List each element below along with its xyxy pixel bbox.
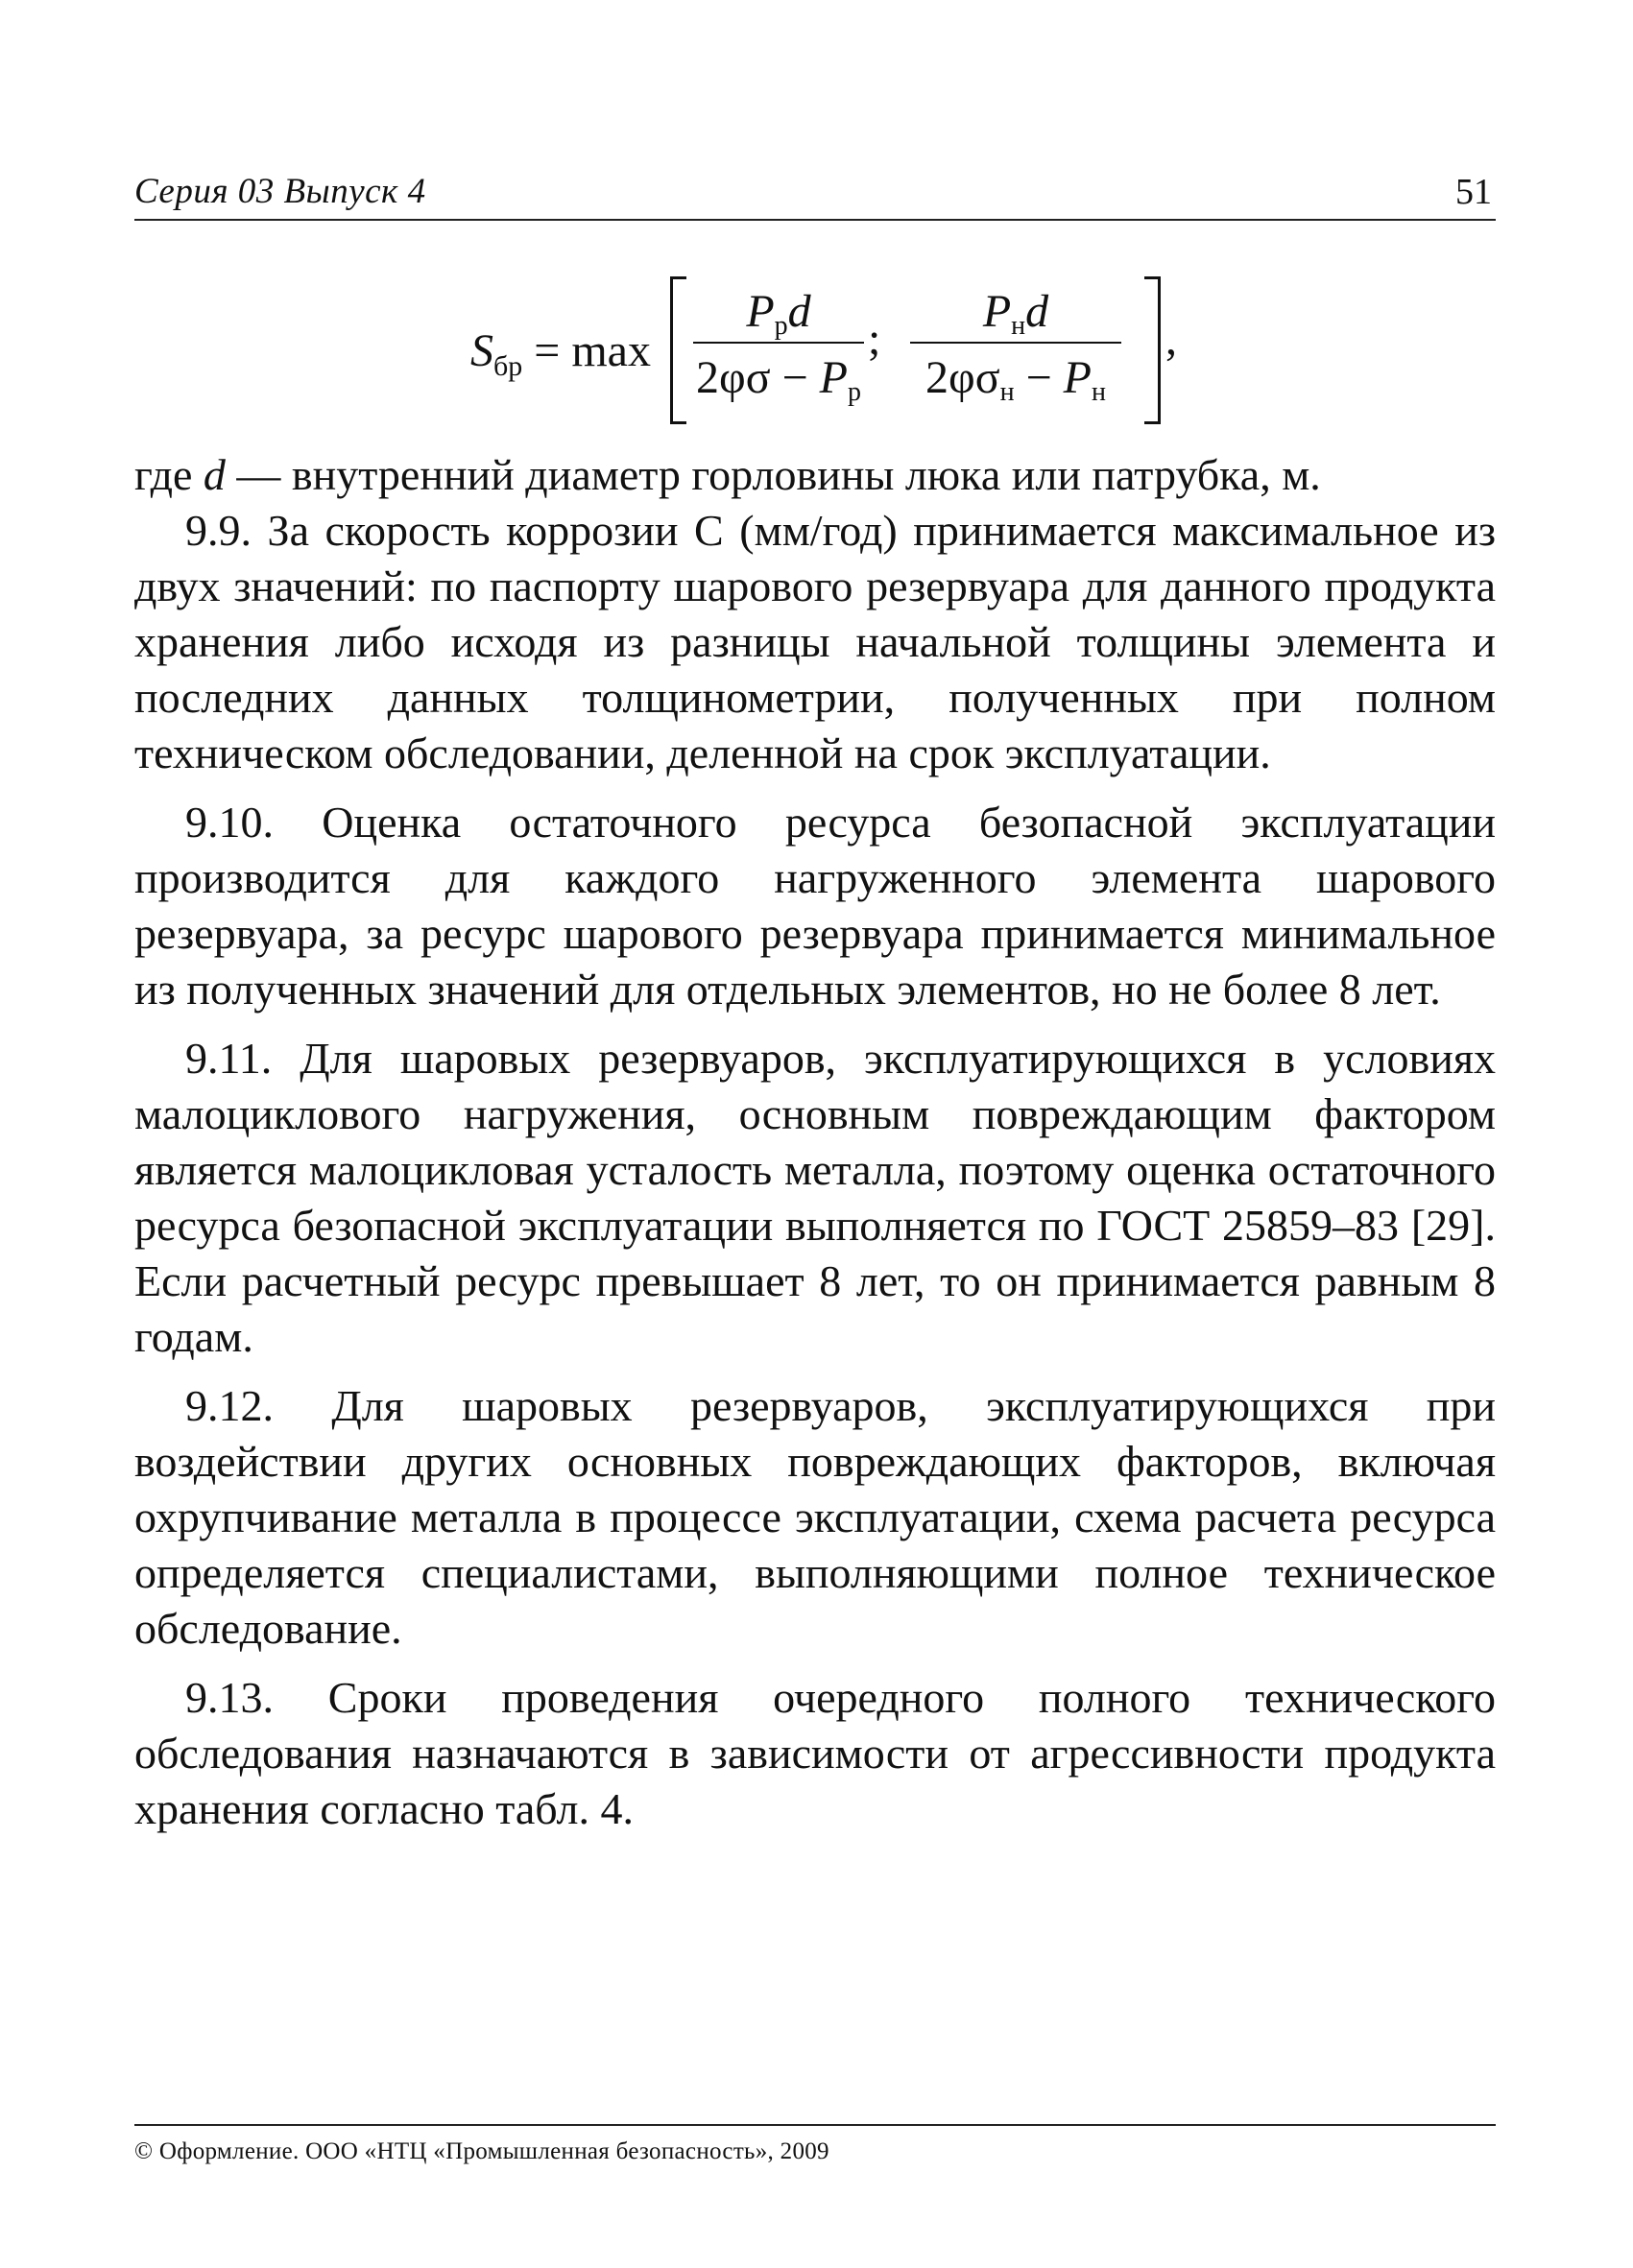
body-text xyxy=(134,447,1496,1837)
fraction-design-pressure xyxy=(693,282,864,407)
wall-thickness-formula xyxy=(470,269,1200,422)
left-bracket xyxy=(670,276,686,424)
paragraph-9-11: 9.11. Для шаровых резервуаров, эксплуатирующихся в условиях малоциклового нагружения, основным повреждающим фактором является малоцикловая усталость металла, поэтому оценка остаточного ресурса безопасной эксплуатации выполняется по ГОСТ 25859–83 [29]. Если расчетный ресурс превышает 8 лет, то он принимается равным 8 годам. xyxy=(134,1034,1496,1361)
running-header xyxy=(134,171,1496,221)
right-bracket xyxy=(1144,276,1161,424)
copyright-footer: © Оформление. ООО «НТЦ «Промышленная безопасность», 2009 xyxy=(134,2138,829,2164)
page-number: 51 xyxy=(1455,172,1492,212)
where-definition: где d — внутренний диаметр горловины люка или патрубка, м. xyxy=(134,450,1321,499)
fraction-test-pressure xyxy=(910,282,1121,407)
paragraph-9-13: 9.13. Сроки проведения очередного полного технического обследования назначаются в зависимости от агрессивности продукта хранения согласно табл. 4. xyxy=(134,1673,1496,1833)
fraction1-numerator: $P_рd$ xyxy=(693,282,864,344)
formula-equals-max: = max xyxy=(522,325,651,376)
footer-divider xyxy=(134,2124,1496,2126)
fraction2-numerator: $P_нd$ xyxy=(910,282,1121,344)
formula-lhs xyxy=(470,324,651,383)
formula-lhs-subscript: бр xyxy=(493,350,523,382)
series-issue-label: Серия 03 Выпуск 4 xyxy=(134,172,426,211)
paragraph-9-10: 9.10. Оценка остаточного ресурса безопасной эксплуатации производится для каждого нагруженного элемента шарового резервуара, за ресурс шарового резервуара принимается минимальное из полученных значений для отдельных элементов, но не более 8 лет. xyxy=(134,798,1496,1014)
paragraph-9-9: 9.9. За скорость коррозии С (мм/год) принимается максимальное из двух значений: по паспорту шарового резервуара для данного продукта хранения либо исходя из разницы начальной толщины элемента и последних данных толщинометрии, полученных при полном техническом обследовании, деленной на срок эксплуатации. xyxy=(134,506,1496,777)
fraction1-denominator: $2\varphi\sigma - P_р$ xyxy=(696,352,861,407)
formula-separator: ; xyxy=(868,314,881,365)
formula-lhs-symbol: S xyxy=(470,325,493,376)
fraction2-denominator: $2\varphi\sigma_н - P_н$ xyxy=(925,352,1106,407)
formula-trailing-comma: , xyxy=(1165,314,1177,365)
paragraph-9-12: 9.12. Для шаровых резервуаров, эксплуатирующихся при воздействии других основных повреждающих факторов, включая охрупчивание металла в процессе эксплуатации, схема расчета ресурса определяется специалистами, выполняющими полное техническое обследование. xyxy=(134,1381,1496,1653)
where-symbol: d xyxy=(203,450,226,499)
